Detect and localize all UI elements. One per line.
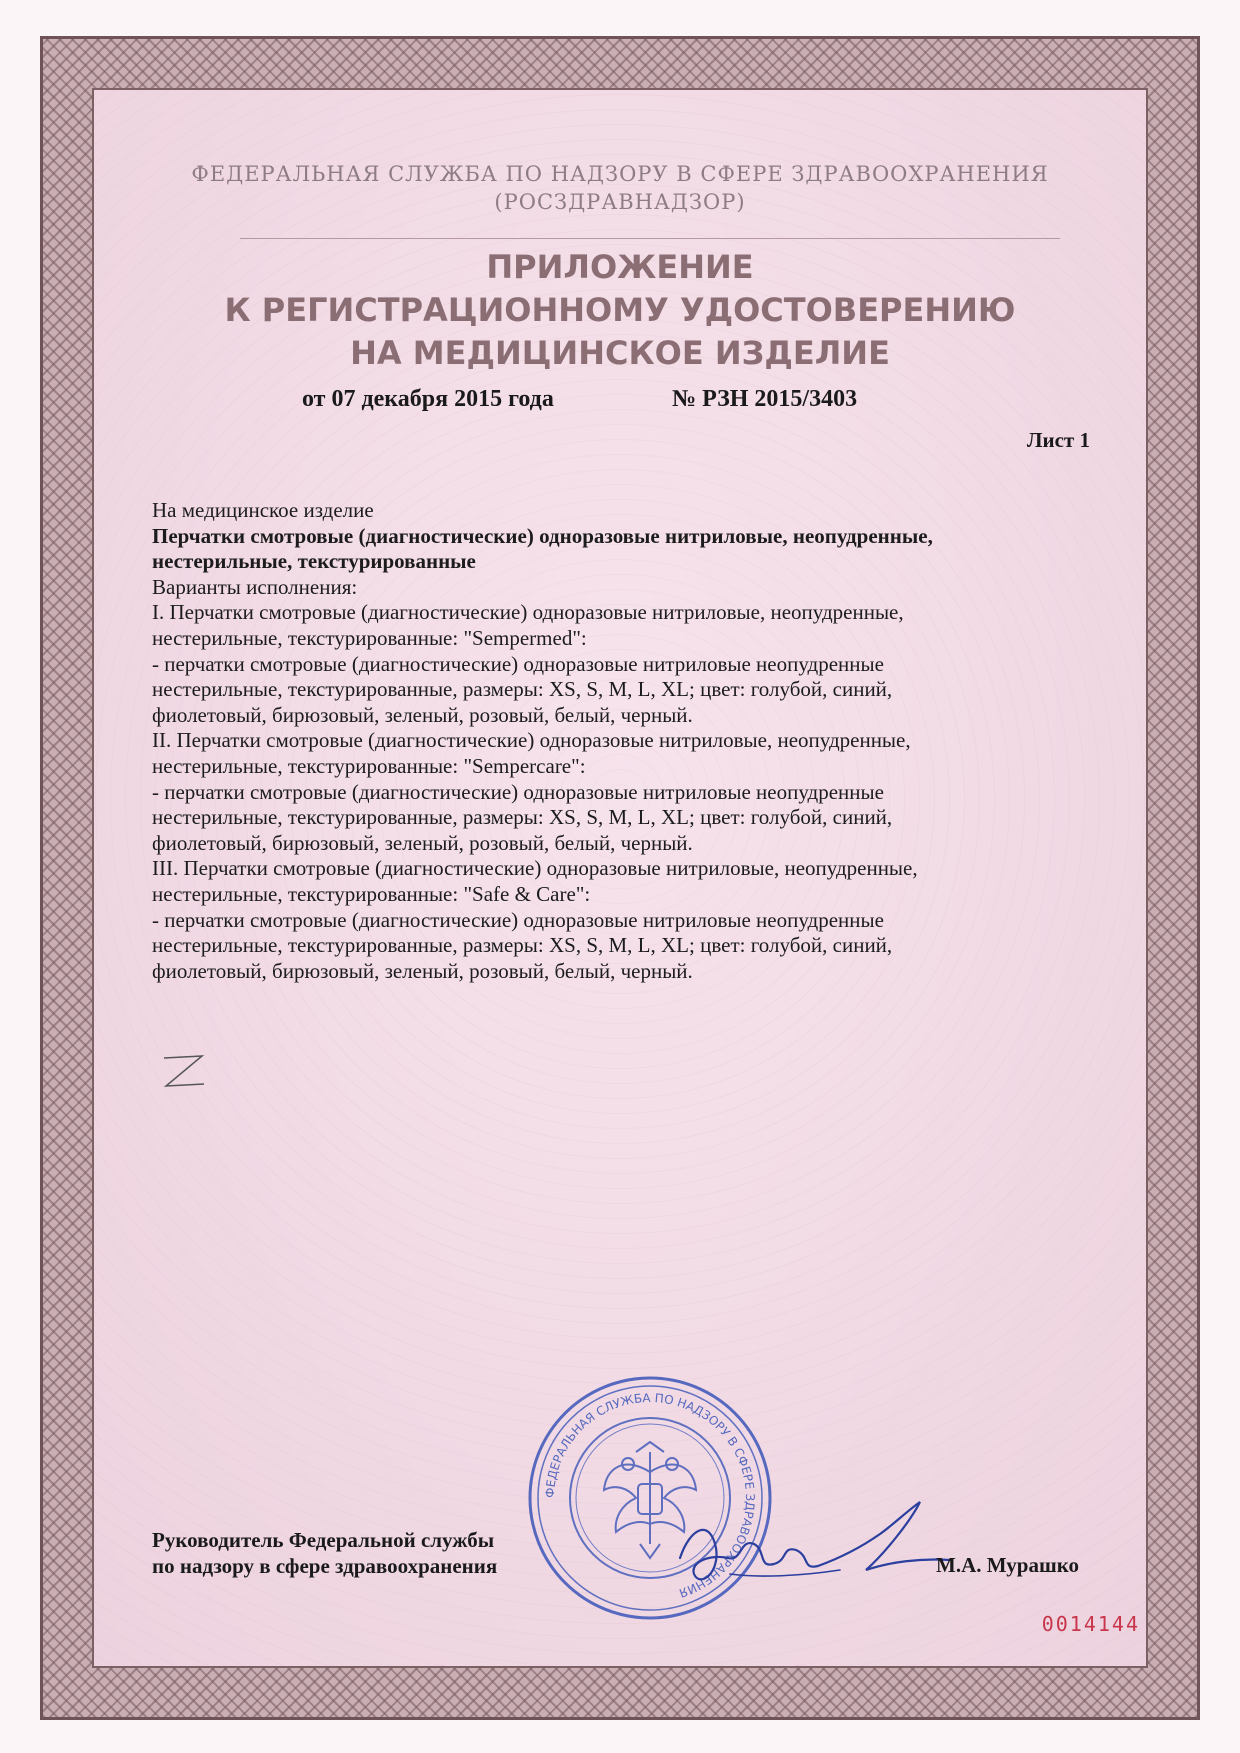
registration-number: № РЗН 2015/3403 [672,386,858,412]
document-body [152,498,1092,984]
body-line: III. Перчатки смотровые (диагностические) одноразовые нитриловые, неопудренные, [152,856,918,881]
body-line: - перчатки смотровые (диагностические) одноразовые нитриловые неопудренные [152,779,884,804]
signatory-title [152,1527,497,1579]
body-line: фиолетовый, бирюзовый, зеленый, розовый, белый, черный. [152,830,693,855]
body-line: нестерильные, текстурированные, размеры: XS, S, M, L, XL; цвет: голубой, синий, [152,933,893,958]
agency-header [150,160,1090,216]
body-line: нестерильные, текстурированные, размеры: XS, S, M, L, XL; цвет: голубой, синий, [152,677,893,702]
body-line: нестерильные, текстурированные: "Sempercare": [152,753,586,778]
body-line: - перчатки смотровые (диагностические) одноразовые нитриловые неопудренные [152,651,884,676]
signatory-title-line-1: Руководитель Федеральной службы [152,1528,495,1552]
signatory-title-line-2: по надзору в сфере здравоохранения [152,1554,498,1578]
title-line-1: ПРИЛОЖЕНИЕ [486,248,754,286]
body-line: I. Перчатки смотровые (диагностические) одноразовые нитриловые, неопудренные, [152,600,904,625]
variants-heading: Варианты исполнения: [152,574,358,599]
z-closing-mark [160,1050,210,1090]
body-line: фиолетовый, бирюзовый, зеленый, розовый, белый, черный. [152,702,693,727]
agency-name: ФЕДЕРАЛЬНАЯ СЛУЖБА ПО НАДЗОРУ В СФЕРЕ ЗДРАВООХРАНЕНИЯ [191,162,1049,186]
document-title [150,246,1090,375]
product-name-line-1: Перчатки смотровые (диагностические) одноразовые нитриловые, неопудренные, [152,523,933,548]
body-line: - перчатки смотровые (диагностические) одноразовые нитриловые неопудренные [152,907,884,932]
intro-text: На медицинское изделие [152,498,374,522]
product-name-line-2: нестерильные, текстурированные [152,549,476,574]
signatory-name: М.А. Мурашко [936,1553,1080,1577]
seal-text: ФЕДЕРАЛЬНАЯ СЛУЖБА ПО НАДЗОРУ В СФЕРЕ ЗДРАВООХРАНЕНИЯ [542,1390,758,1601]
registration-date: от 07 декабря 2015 года [302,386,554,412]
body-line: II. Перчатки смотровые (диагностические) одноразовые нитриловые, неопудренные, [152,728,911,753]
body-line: нестерильные, текстурированные: "Sempermed": [152,625,587,650]
serial-number: 0014144 [1041,1612,1140,1636]
body-line: фиолетовый, бирюзовый, зеленый, розовый, белый, черный. [152,958,693,983]
title-line-2: К РЕГИСТРАЦИОННОМУ УДОСТОВЕРЕНИЮ [224,291,1016,329]
title-line-3: НА МЕДИЦИНСКОЕ ИЗДЕЛИЕ [350,334,890,372]
body-line: нестерильные, текстурированные: "Safe & Care": [152,881,591,906]
agency-abbreviation: (РОСЗДРАВНАДЗОР) [494,190,746,214]
sheet-number: Лист 1 [1026,428,1090,452]
body-line: нестерильные, текстурированные, размеры: XS, S, M, L, XL; цвет: голубой, синий, [152,805,893,830]
header-divider [240,238,1060,239]
handwritten-signature [670,1478,970,1598]
